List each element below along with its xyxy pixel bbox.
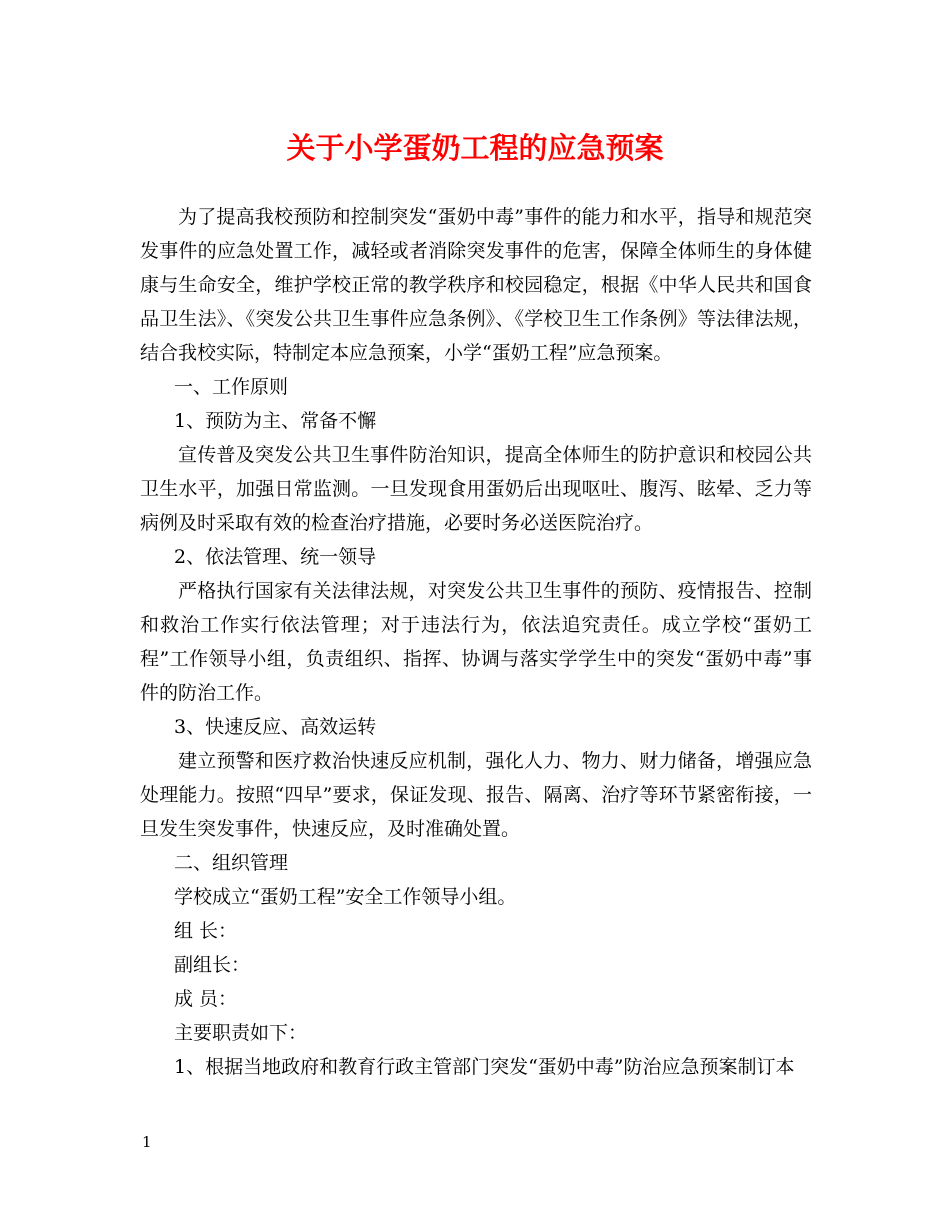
duty-item-1-line: 1、根据当地政府和教育行政主管部门突发“蛋奶中毒”防治应急预案制订本 <box>174 1056 795 1078</box>
lawful-management-paragraph: 严格执行国家有关法律法规，对突发公共卫生事件的预防、疫情报告、控制和救治工作实行依法管理；对于违法行为，依法追究责任。成立学校“蛋奶工程”工作领导小组，负责组织、指挥、协调与落实学学生中的突发“蛋奶中毒”事件的防治工作。 <box>140 580 812 704</box>
principle-heading-prevention: 1、预防为主、常备不懈 <box>174 410 377 432</box>
principle-heading-lawful-management: 2、依法管理、统一领导 <box>174 546 377 568</box>
team-leader-line: 组 长： <box>174 920 238 942</box>
document-body <box>140 200 812 1084</box>
intro-paragraph: 为了提高我校预防和控制突发“蛋奶中毒”事件的能力和水平，指导和规范突发事件的应急处置工作，减轻或者消除突发事件的危害，保障全体师生的身体健康与生命安全，维护学校正常的教学秩序和校园稳定，根据《中华人民共和国食品卫生法》、《突发公共卫生事件应急条例》、《学校卫生工作条例》等法律法规，结合我校实际，特制定本应急预案，小学“蛋奶工程”应急预案。 <box>140 206 812 364</box>
section-heading-work-principles: 一、工作原则 <box>174 376 289 398</box>
rapid-response-paragraph: 建立预警和医疗救治快速反应机制，强化人力、物力、财力储备，增强应急处理能力。按照“四早”要求，保证发现、报告、隔离、治疗等环节紧密衔接，一旦发生突发事件，快速反应，及时准确处置。 <box>140 750 812 840</box>
members-line: 成 员： <box>174 988 238 1010</box>
prevention-paragraph: 宣传普及突发公共卫生事件防治知识，提高全体师生的防护意识和校园公共卫生水平，加强日常监测。一旦发现食用蛋奶后出现呕吐、腹泻、眩晕、乏力等病例及时采取有效的检查治疗措施，必要时务必送医院治疗。 <box>140 444 812 534</box>
deputy-leader-line: 副组长： <box>174 954 251 976</box>
section-heading-organization: 二、组织管理 <box>174 852 289 874</box>
organization-intro-line: 学校成立“蛋奶工程”安全工作领导小组。 <box>174 886 517 908</box>
page-number: 1 <box>142 1133 152 1151</box>
duties-heading-line: 主要职责如下： <box>174 1022 308 1044</box>
principle-heading-rapid-response: 3、快速反应、高效运转 <box>174 716 377 738</box>
document-title: 关于小学蛋奶工程的应急预案 <box>286 131 664 165</box>
